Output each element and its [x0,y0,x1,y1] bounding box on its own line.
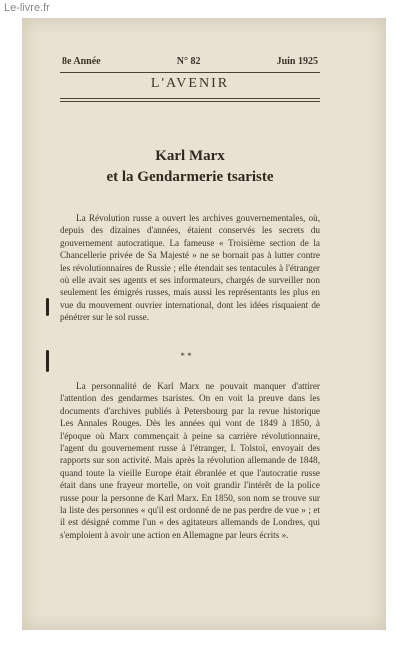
paragraph-2 [60,380,320,541]
issue-header [62,56,318,67]
paragraph-1 [60,212,320,324]
title-line-2: et la Gendarmerie tsariste [106,169,274,185]
watermark-text: Le-livre.fr [4,2,50,14]
masthead-rule [60,101,320,102]
paragraph-text: La personnalité de Karl Marx ne pouvait manquer d'attirer l'attention des gendarmes tsaristes. On en voit la preuve dans les documents d'archives publiés à Petersbourg par la revue historique Les Annales Rouges. Dès les années qui vont de 1849 à 1850, à l'époque où Marx commençait à peine sa carrière révolutionnaire, l'agent du gouvernement russe à l'étranger, I. Tolstoï, envoyait des rapports sur son activité. Mais après la révolution allemande de 1848, quand toute la vieille Europe était ébranlée et que l'autocratie russe était dans une frayeur mortelle, on voit grandir l'intérêt de la police russe pour la personne de Karl Marx. En 1850, son nom se trouve sur la liste des personnes « qu'il est ordonné de ne pas perdre de vue » ; et il est désigné comme l'un « des agitateurs allemands de Londres, qui s'emploient à avoir une action en Allemagne par leurs écrits ». [60,381,320,540]
header-rule [60,72,320,73]
issue-year: 8e Année [62,56,101,67]
paragraph-text: La Révolution russe a ouvert les archives gouvernementales, où, depuis des dizaines d'années, étaient conservés les secrets du gouvernement autocratique. La fameuse « Troisième section de la Chancellerie privée de Sa Majesté » ne se bornait pas à lutter contre les révolutionnaires de Russie ; elle étendait ses tentacules à l'étranger où elle avait ses agents et ses informateurs, chargés de surveiller non seulement les émigrés russes, mais aussi les représentants les plus en vue du mouvement ouvrier international, dont les idées risquaient de pénétrer sur le sol russe. [60,213,320,323]
article-title [60,146,320,188]
masthead-rule [60,98,320,99]
issue-date: Juin 1925 [276,56,318,67]
masthead: L'AVENIR [150,76,230,91]
section-separator: * * [180,351,192,361]
binding-hole [46,298,49,316]
title-line-1: Karl Marx [155,148,225,164]
binding-hole [46,350,49,372]
issue-number: N° 82 [176,56,201,67]
